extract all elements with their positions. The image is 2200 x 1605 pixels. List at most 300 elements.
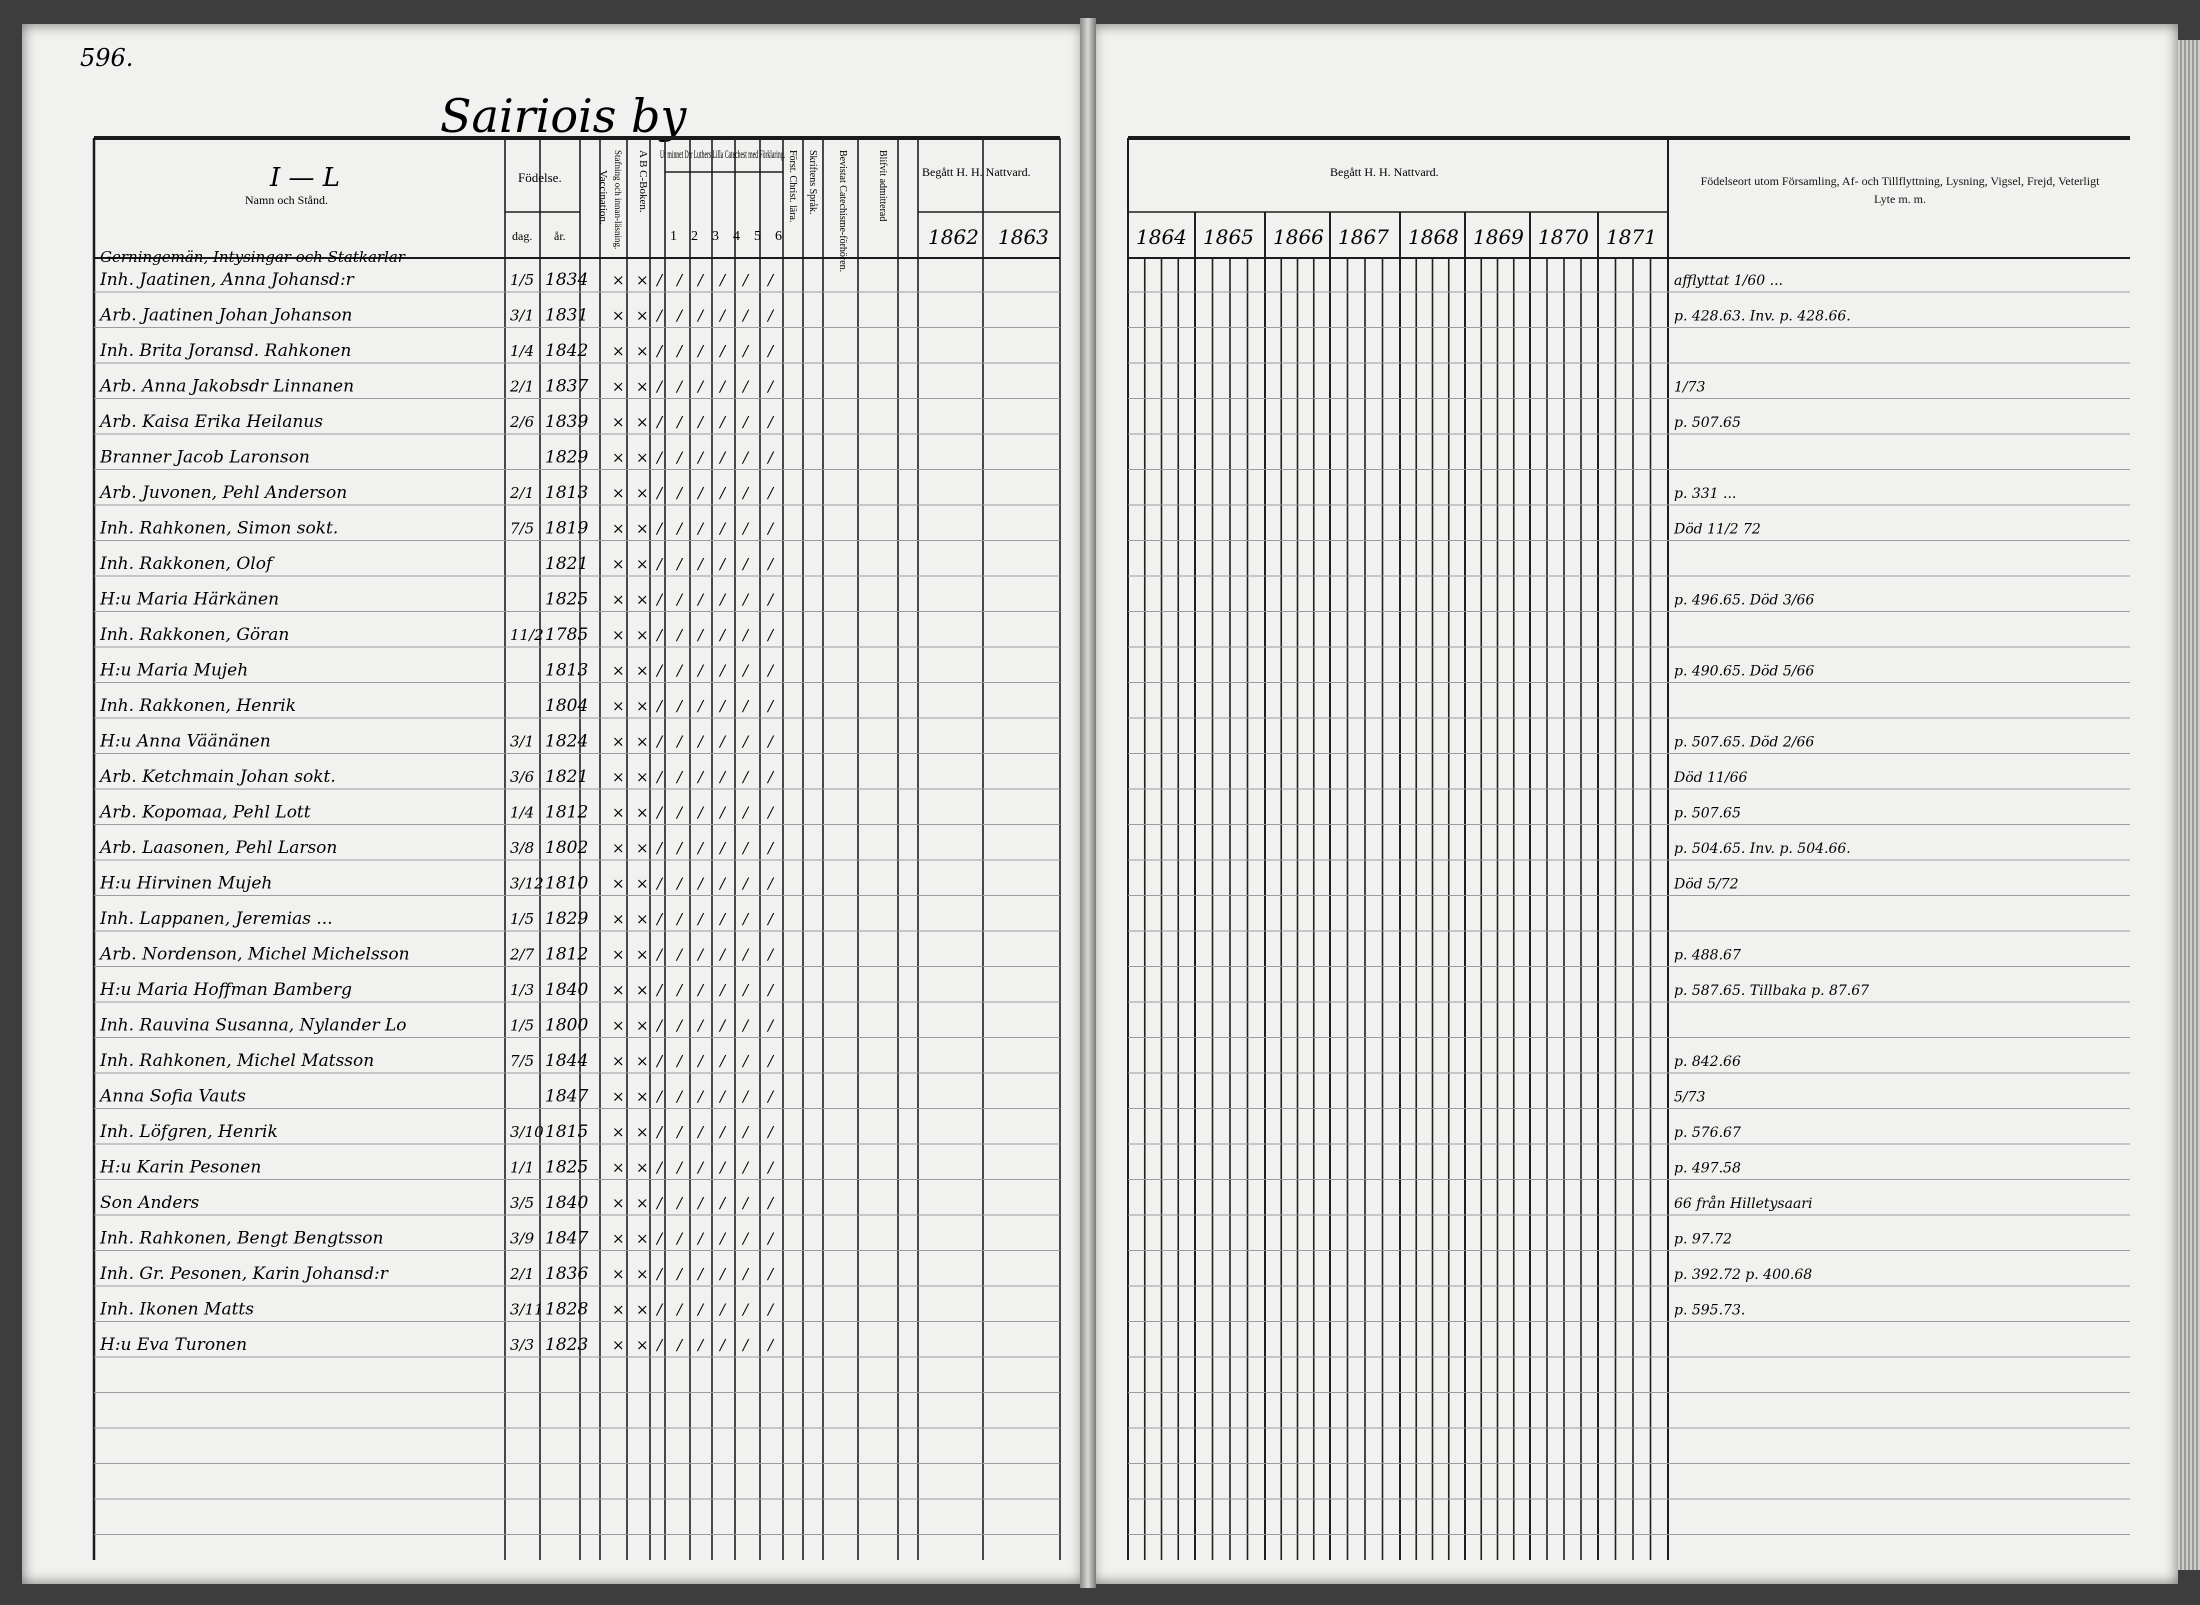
check-mark: / (657, 555, 663, 573)
ledger-row (98, 377, 775, 397)
check-mark: × (636, 945, 649, 964)
row-name: Arb. Juvonen, Pehl Anderson (100, 483, 348, 503)
check-mark: / (677, 448, 683, 467)
check-mark: / (720, 1194, 726, 1212)
row-name: Son Anders (100, 1193, 200, 1213)
check-mark: / (677, 555, 683, 573)
row-name: H:u Maria Mujeh (100, 660, 249, 681)
check-mark: / (743, 626, 749, 644)
ledger-row-remark-group (1674, 1161, 1741, 1177)
check-mark: / (657, 697, 663, 715)
check-mark: / (768, 1016, 774, 1035)
row-remark: p. 507.65 (1674, 415, 1741, 431)
check-mark: × (636, 1158, 649, 1177)
row-remark: 1/73 (1674, 379, 1706, 396)
check-mark: / (720, 448, 726, 467)
ledger-row (98, 945, 775, 965)
check-mark: / (768, 661, 774, 680)
ledger-row-remark-group (1674, 841, 1851, 857)
ledger-row-remark-group (1674, 1303, 1745, 1319)
row-remark: p. 490.65. Död 5/66 (1674, 663, 1815, 680)
row-name: Inh. Rahkonen, Michel Matsson (100, 1051, 375, 1071)
check-mark: / (768, 1194, 774, 1212)
check-mark: × (612, 448, 625, 467)
vaccination-col: Vaccination. (597, 170, 609, 225)
check-mark: / (677, 874, 683, 893)
check-mark: / (768, 271, 774, 289)
catechism-title: Ur minnet D:r Luthers Lilla Catechest med Förklaring. (660, 147, 785, 161)
catechism-part-4: 4 (733, 229, 740, 244)
ledger-row (99, 1335, 775, 1355)
check-mark: / (657, 910, 663, 928)
check-mark: × (612, 306, 625, 325)
check-mark: / (698, 484, 704, 502)
row-birth-day: 1/4 (510, 342, 535, 360)
check-mark: / (720, 590, 726, 609)
check-mark: / (768, 1336, 774, 1354)
check-mark: / (657, 1229, 663, 1248)
page-number: 596. (80, 44, 134, 72)
ledger-row-remark-group (1674, 664, 1814, 680)
christian-col: Först. Christ. lära. (787, 150, 798, 223)
check-mark: / (677, 519, 683, 538)
remarks-col: Födelseort utom Församling, Af- och Tillflyttning, Lysning, Vigsel, Frejd, Veterligt Lyte m. m. (1700, 174, 2100, 206)
row-birth-year: 1829 (545, 909, 589, 929)
check-mark: / (698, 1016, 704, 1035)
row-name: H:u Maria Hoffman Bamberg (100, 980, 352, 1000)
row-remark: p. 576.67 (1674, 1125, 1741, 1141)
admitted-col: Blifvit admitterad (877, 150, 888, 222)
row-birth-day: 3/1 (510, 306, 535, 325)
row-name: Inh. Rakkonen, Göran (100, 625, 290, 645)
check-mark: / (657, 661, 663, 680)
check-mark: × (612, 1194, 625, 1212)
row-birth-year: 1839 (545, 412, 589, 432)
row-birth-day: 1/5 (510, 910, 535, 928)
check-mark: / (677, 910, 683, 928)
check-mark: / (677, 1016, 683, 1035)
row-birth-year: 1847 (545, 1228, 589, 1249)
check-mark: / (743, 1300, 749, 1319)
row-birth-year: 1840 (545, 1193, 589, 1213)
reading-col: Stafning och innan-läsning. (613, 150, 623, 250)
scripture-col: Skriftens Språk. (807, 150, 818, 215)
ledger-row (99, 1300, 775, 1320)
ledger-row-remark-group (1674, 415, 1741, 431)
ledger-row-remark-group (1674, 1232, 1732, 1248)
year-1868: 1868 (1408, 225, 1459, 249)
ledger-row-remark-group (1673, 877, 1739, 893)
check-mark: × (636, 661, 649, 680)
row-remark: afflyttat 1/60 ... (1674, 273, 1783, 289)
ledger-row-remark-group (1674, 1267, 1812, 1283)
row-name: Arb. Nordenson, Michel Michelsson (100, 944, 410, 965)
ledger-row-remark-group (1674, 380, 1706, 396)
ledger-row (99, 590, 775, 610)
check-mark: / (743, 342, 749, 360)
abc-col: A B C-Boken. (637, 150, 649, 213)
row-name: H:u Eva Turonen (100, 1335, 248, 1355)
ledger-row (99, 909, 775, 929)
check-mark: / (698, 1265, 704, 1283)
row-remark: p. 504.65. Inv. p. 504.66. (1674, 841, 1851, 857)
row-birth-day: 7/5 (510, 519, 535, 538)
check-mark: × (612, 1229, 625, 1248)
check-mark: / (743, 1194, 749, 1212)
check-mark: / (720, 413, 726, 431)
check-mark: / (720, 732, 726, 751)
row-remark: p. 496.65. Död 3/66 (1674, 592, 1815, 609)
check-mark: / (698, 1229, 704, 1248)
row-remark: Död 11/66 (1674, 770, 1748, 786)
catechism-part-5: 5 (754, 229, 761, 244)
check-mark: × (636, 839, 649, 857)
check-mark: / (657, 803, 663, 822)
check-mark: / (720, 768, 726, 786)
check-mark: × (636, 697, 649, 715)
check-mark: / (768, 413, 774, 431)
name-subheader: Gerningemän, Intysingar och Statkarlar (100, 248, 405, 266)
check-mark: × (612, 555, 625, 573)
check-mark: / (657, 306, 663, 325)
check-mark: / (720, 1052, 726, 1070)
row-birth-year: 1813 (545, 483, 589, 503)
row-birth-year: 1812 (545, 802, 589, 823)
check-mark: / (698, 448, 704, 467)
row-birth-day: 2/7 (510, 945, 535, 964)
ledger-row-remark-group (1674, 1195, 1812, 1212)
check-mark: / (768, 484, 774, 502)
check-mark: × (612, 732, 625, 751)
row-birth-day: 3/5 (510, 1194, 535, 1212)
check-mark: / (720, 910, 726, 928)
ledger-row (99, 270, 775, 290)
check-mark: / (657, 519, 663, 538)
check-mark: / (698, 768, 704, 786)
check-mark: × (612, 839, 625, 857)
row-name: Arb. Laasonen, Pehl Larson (100, 838, 338, 858)
check-mark: / (743, 910, 749, 928)
check-mark: / (677, 768, 683, 786)
row-birth-day: 3/6 (510, 768, 535, 786)
check-mark: / (677, 413, 683, 431)
row-name: Inh. Löfgren, Henrik (100, 1122, 278, 1142)
row-name: Arb. Ketchmain Johan sokt. (100, 767, 336, 787)
check-mark: / (720, 1158, 726, 1177)
ledger-row-remark-group (1674, 948, 1741, 964)
row-birth-year: 1815 (545, 1122, 589, 1142)
check-mark: / (698, 839, 704, 857)
row-remark: p. 507.65. Död 2/66 (1674, 734, 1815, 751)
row-birth-year: 1819 (545, 518, 589, 539)
row-remark: p. 842.66 (1674, 1054, 1741, 1070)
ledger-row-remark-group (1673, 522, 1761, 538)
check-mark: / (677, 1052, 683, 1070)
row-name: Arb. Anna Jakobsdr Linnanen (100, 376, 355, 397)
check-mark: / (698, 306, 704, 325)
check-mark: / (698, 945, 704, 964)
ledger-row (99, 1016, 775, 1036)
check-mark: / (657, 1123, 663, 1141)
row-remark: 66 från Hilletysaari (1674, 1196, 1813, 1212)
check-mark: / (720, 697, 726, 715)
check-mark: × (612, 910, 625, 928)
row-birth-day: 1/5 (510, 1016, 535, 1035)
check-mark: / (657, 839, 663, 857)
check-mark: / (698, 1300, 704, 1319)
row-name: Inh. Rakkonen, Olof (100, 554, 273, 574)
check-mark: / (698, 342, 704, 360)
check-mark: × (636, 306, 649, 325)
row-name: H:u Maria Härkänen (100, 589, 280, 610)
check-mark: × (612, 1158, 625, 1177)
check-mark: / (657, 1194, 663, 1212)
check-mark: / (677, 1336, 683, 1354)
check-mark: × (612, 697, 625, 715)
check-mark: × (612, 1123, 625, 1141)
check-mark: / (698, 1052, 704, 1070)
ledger-row (99, 625, 775, 645)
check-mark: × (612, 768, 625, 786)
check-mark: / (720, 839, 726, 857)
check-mark: / (657, 1016, 663, 1035)
check-mark: × (636, 413, 649, 431)
check-mark: / (743, 981, 749, 999)
check-mark: / (657, 1300, 663, 1319)
row-name: Inh. Lappanen, Jeremias ... (100, 909, 333, 929)
check-mark: / (657, 484, 663, 502)
check-mark: / (698, 981, 704, 999)
check-mark: / (768, 1300, 774, 1319)
row-birth-day: 3/3 (510, 1336, 535, 1354)
check-mark: / (657, 981, 663, 999)
birth-year-sub: år. (554, 229, 566, 243)
check-mark: / (720, 874, 726, 893)
year-1870: 1870 (1538, 225, 1589, 249)
year-1862: 1862 (928, 225, 979, 249)
check-mark: × (612, 1052, 625, 1070)
check-mark: × (636, 484, 649, 502)
check-mark: × (612, 1265, 625, 1283)
check-mark: / (720, 1123, 726, 1141)
row-birth-year: 1785 (545, 625, 589, 645)
row-birth-day: 3/12 (510, 874, 544, 893)
row-birth-year: 1804 (545, 696, 589, 716)
check-mark: / (768, 448, 774, 467)
check-mark: / (677, 590, 683, 609)
row-remark: p. 587.65. Tillbaka p. 87.67 (1674, 983, 1870, 999)
ledger-row (99, 448, 775, 468)
row-birth-day: 3/11 (510, 1300, 544, 1319)
check-mark: / (677, 1265, 683, 1283)
check-mark: × (612, 342, 625, 360)
check-mark: / (698, 271, 704, 289)
ledger-row-remark-group (1674, 486, 1736, 502)
year-1869: 1869 (1473, 225, 1524, 249)
check-mark: × (636, 1194, 649, 1212)
ledger-row-remark-group (1674, 735, 1814, 751)
check-mark: / (657, 768, 663, 786)
check-mark: / (698, 555, 704, 573)
check-mark: / (657, 1052, 663, 1070)
row-birth-year: 1821 (545, 767, 589, 787)
check-mark: / (720, 306, 726, 325)
check-mark: / (743, 555, 749, 573)
row-remark: p. 507.65 (1674, 805, 1741, 822)
row-name: Arb. Jaatinen Johan Johanson (100, 305, 353, 326)
check-mark: × (636, 732, 649, 751)
check-mark: / (698, 1194, 704, 1212)
check-mark: / (743, 1229, 749, 1248)
check-mark: / (743, 413, 749, 431)
check-mark: × (636, 519, 649, 538)
check-mark: / (698, 910, 704, 928)
check-mark: × (612, 981, 625, 999)
check-mark: / (743, 661, 749, 680)
check-mark: × (612, 484, 625, 502)
check-mark: / (720, 1087, 726, 1106)
name-col-sub: Namn och Stånd. (245, 193, 328, 207)
check-mark: / (768, 1265, 774, 1283)
check-mark: / (657, 626, 663, 644)
row-remark: p. 428.63. Inv. p. 428.66. (1674, 308, 1851, 325)
ledger-row-remark-group (1674, 983, 1869, 999)
village-title: Sairiois by (440, 89, 687, 143)
row-birth-year: 1829 (545, 447, 589, 468)
check-mark: / (720, 519, 726, 538)
check-mark: / (677, 342, 683, 360)
check-mark: × (636, 590, 649, 609)
ledger-row (98, 767, 775, 787)
row-remark: p. 392.72 p. 400.68 (1674, 1267, 1813, 1283)
ledger-row (98, 1087, 775, 1107)
check-mark: / (698, 1123, 704, 1141)
check-mark: × (612, 1336, 625, 1354)
row-birth-year: 1810 (545, 873, 589, 894)
row-remark: Död 5/72 (1674, 876, 1739, 893)
check-mark: × (636, 448, 649, 467)
check-mark: × (612, 803, 625, 822)
check-mark: / (768, 874, 774, 893)
row-birth-day: 11/2 (510, 626, 544, 644)
check-mark: / (768, 377, 774, 396)
check-mark: / (677, 661, 683, 680)
ledger-row-remark-group (1674, 273, 1783, 289)
check-mark: × (636, 271, 649, 289)
check-mark: × (636, 910, 649, 928)
check-mark: × (612, 271, 625, 289)
ledger-row (99, 1264, 775, 1284)
row-birth-day: 2/1 (510, 1265, 535, 1283)
check-mark: × (612, 626, 625, 644)
ledger-row (99, 1158, 775, 1178)
catechism-part-1: 1 (670, 229, 677, 244)
check-mark: / (677, 271, 683, 289)
check-mark: / (768, 1123, 774, 1141)
row-name: Anna Sofia Vauts (100, 1086, 246, 1107)
check-mark: × (612, 1300, 625, 1319)
ledger-row (100, 1193, 775, 1213)
year-1863: 1863 (998, 225, 1049, 249)
check-mark: / (657, 413, 663, 431)
check-mark: / (768, 910, 774, 928)
check-mark: × (612, 519, 625, 538)
row-remark: Död 11/2 72 (1674, 521, 1761, 538)
check-mark: × (636, 1087, 649, 1106)
check-mark: / (657, 874, 663, 893)
ledger-row-remark-group (1673, 770, 1748, 786)
ledger-row (98, 483, 775, 503)
check-mark: / (720, 271, 726, 289)
check-mark: × (612, 874, 625, 893)
year-1871: 1871 (1606, 225, 1657, 249)
check-mark: / (698, 803, 704, 822)
row-birth-year: 1825 (545, 589, 589, 610)
check-mark: × (636, 377, 649, 396)
row-birth-year: 1831 (545, 305, 589, 326)
row-birth-year: 1844 (545, 1051, 589, 1071)
check-mark: × (636, 1123, 649, 1141)
check-mark: / (720, 555, 726, 573)
ledger-row (99, 696, 775, 716)
ledger-row (99, 980, 775, 1000)
ledger-row (99, 1122, 775, 1142)
row-birth-year: 1812 (545, 944, 589, 965)
check-mark: / (677, 732, 683, 751)
row-birth-day: 1/5 (510, 271, 535, 289)
check-mark: / (768, 839, 774, 857)
row-remark: p. 595.73. (1674, 1302, 1746, 1319)
check-mark: / (657, 342, 663, 360)
check-mark: / (743, 1336, 749, 1354)
ledger-row (99, 341, 775, 361)
check-mark: / (743, 519, 749, 538)
row-remark: p. 497.58 (1674, 1160, 1741, 1177)
row-birth-day: 2/1 (510, 484, 535, 502)
row-birth-day: 1/3 (510, 981, 535, 999)
check-mark: / (743, 306, 749, 325)
check-mark: × (612, 661, 625, 680)
check-mark: / (677, 1229, 683, 1248)
check-mark: / (698, 732, 704, 751)
catechism-part-6: 6 (775, 229, 782, 244)
check-mark: / (657, 377, 663, 396)
check-mark: / (720, 1265, 726, 1283)
catechism-part-2: 2 (691, 229, 698, 244)
check-mark: / (768, 732, 774, 751)
check-mark: / (720, 626, 726, 644)
row-remark: p. 488.67 (1674, 947, 1741, 964)
check-mark: / (657, 1087, 663, 1106)
ledger-row (98, 306, 775, 326)
check-mark: / (677, 839, 683, 857)
row-birth-year: 1825 (545, 1157, 589, 1178)
row-name: Arb. Kopomaa, Pehl Lott (100, 802, 311, 823)
row-birth-year: 1828 (545, 1299, 589, 1320)
check-mark: × (636, 803, 649, 822)
check-mark: × (636, 1229, 649, 1248)
check-mark: × (612, 1087, 625, 1106)
row-birth-day: 7/5 (510, 1052, 535, 1070)
check-mark: / (657, 271, 663, 289)
row-birth-day: 1/4 (510, 803, 535, 822)
ledger-row-remark-group (1674, 593, 1814, 609)
check-mark: / (743, 1265, 749, 1283)
row-birth-year: 1821 (545, 554, 589, 574)
check-mark: / (768, 590, 774, 609)
check-mark: / (677, 1158, 683, 1177)
ledger-row-remark-group (1674, 1125, 1741, 1141)
